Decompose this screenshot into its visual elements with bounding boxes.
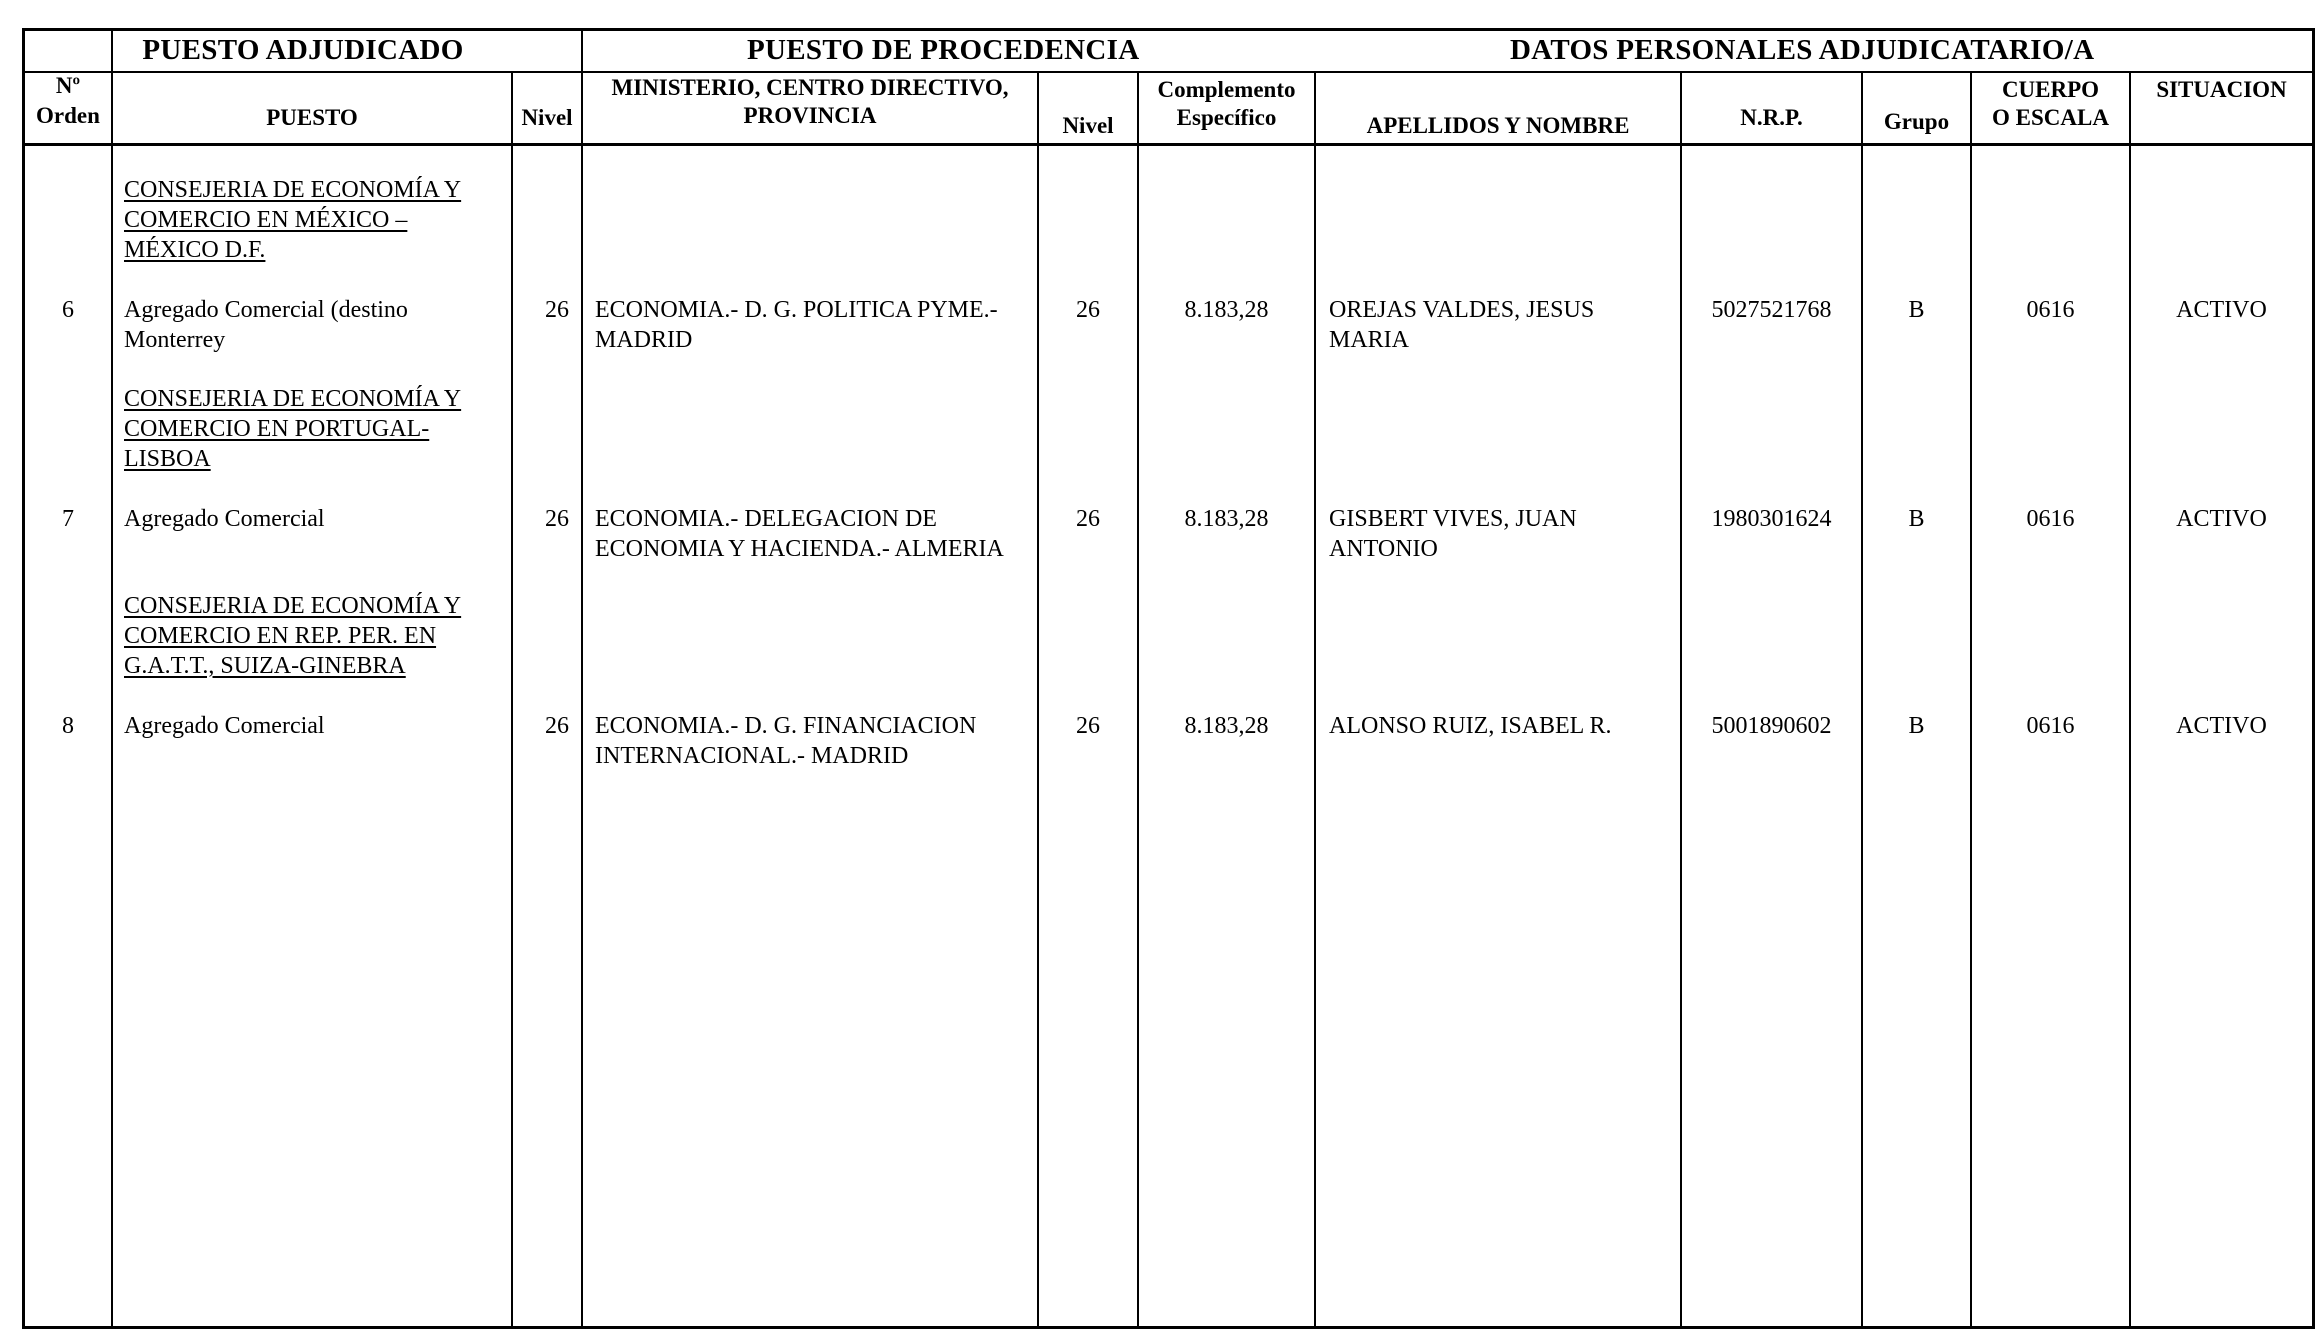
col-header-nrp: N.R.P. bbox=[1740, 105, 1803, 130]
col-header-complemento-line1: Complemento bbox=[1157, 77, 1296, 102]
section-heading-line: COMERCIO EN PORTUGAL- bbox=[124, 416, 430, 442]
row-cuerpo: 0616 bbox=[2026, 713, 2075, 739]
row-apellidos: ANTONIO bbox=[1329, 536, 1438, 562]
col-header-ministerio-line2: PROVINCIA bbox=[743, 103, 877, 128]
row-nrp: 5001890602 bbox=[1711, 713, 1832, 739]
col-header-ministerio-line1: MINISTERIO, CENTRO DIRECTIVO, bbox=[611, 75, 1009, 100]
row-cuerpo: 0616 bbox=[2026, 297, 2075, 323]
col-header-cuerpo-line2: O ESCALA bbox=[1992, 105, 2109, 130]
row-nivel-proc: 26 bbox=[1076, 297, 1100, 323]
group-header-datos-personales: DATOS PERSONALES ADJUDICATARIO/A bbox=[1510, 34, 2095, 66]
col-header-situacion: SITUACION bbox=[2156, 77, 2287, 102]
col-header-nivel: Nivel bbox=[521, 105, 573, 130]
row-grupo: B bbox=[1908, 713, 1925, 739]
row-nivel: 26 bbox=[545, 297, 569, 323]
col-header-grupo: Grupo bbox=[1883, 109, 1950, 134]
divider-nrp bbox=[1861, 73, 1863, 1326]
row-situacion: ACTIVO bbox=[2176, 713, 2267, 739]
row-ministerio: MADRID bbox=[595, 327, 693, 353]
col-header-cuerpo-line1: CUERPO bbox=[2001, 77, 2100, 102]
row-complemento: 8.183,28 bbox=[1184, 506, 1269, 532]
row-cuerpo: 0616 bbox=[2026, 506, 2075, 532]
row-nivel: 26 bbox=[545, 506, 569, 532]
group-header-puesto-procedencia: PUESTO DE PROCEDENCIA bbox=[747, 34, 1140, 66]
row-apellidos: OREJAS VALDES, JESUS bbox=[1329, 297, 1595, 323]
divider-nivel-proc bbox=[1137, 73, 1139, 1326]
row-ministerio: ECONOMIA.- D. G. FINANCIACION bbox=[595, 713, 977, 739]
row-grupo: B bbox=[1908, 506, 1925, 532]
section-heading-line: CONSEJERIA DE ECONOMÍA Y bbox=[124, 177, 462, 203]
section-heading-line: COMERCIO EN REP. PER. EN bbox=[124, 623, 437, 649]
row-apellidos: ALONSO RUIZ, ISABEL R. bbox=[1329, 713, 1612, 739]
col-header-orden-line2: Orden bbox=[36, 103, 100, 128]
divider-complemento bbox=[1314, 73, 1316, 1326]
row-puesto: Monterrey bbox=[124, 327, 226, 353]
divider-grupo bbox=[1970, 73, 1972, 1326]
col-header-orden-line1: Nº bbox=[55, 73, 81, 98]
row-puesto: Agregado Comercial bbox=[124, 506, 325, 532]
row-orden: 8 bbox=[62, 713, 74, 739]
divider-apellidos bbox=[1680, 73, 1682, 1326]
section-heading-line: MÉXICO D.F. bbox=[124, 237, 266, 263]
row-orden: 7 bbox=[62, 506, 74, 532]
row-nivel-proc: 26 bbox=[1076, 713, 1100, 739]
col-header-puesto: PUESTO bbox=[266, 105, 358, 130]
col-header-complemento-line2: Específico bbox=[1176, 105, 1277, 130]
row-nivel-proc: 26 bbox=[1076, 506, 1100, 532]
row-ministerio: ECONOMIA.- DELEGACION DE bbox=[595, 506, 937, 532]
row-grupo: B bbox=[1908, 297, 1925, 323]
header-group-separator bbox=[25, 71, 2312, 73]
row-nivel: 26 bbox=[545, 713, 569, 739]
row-puesto: Agregado Comercial bbox=[124, 713, 325, 739]
row-nrp: 5027521768 bbox=[1711, 297, 1832, 323]
divider-ministerio bbox=[1037, 73, 1039, 1326]
divider-group-1 bbox=[581, 31, 583, 1326]
section-heading-line: CONSEJERIA DE ECONOMÍA Y bbox=[124, 593, 462, 619]
row-ministerio: INTERNACIONAL.- MADRID bbox=[595, 743, 909, 769]
divider-orden bbox=[111, 31, 113, 1326]
section-heading-line: LISBOA bbox=[124, 446, 211, 472]
row-ministerio: ECONOMIA.- D. G. POLITICA PYME.- bbox=[595, 297, 998, 323]
row-ministerio: ECONOMIA Y HACIENDA.- ALMERIA bbox=[595, 536, 1004, 562]
section-heading-line: G.A.T.T., SUIZA-GINEBRA bbox=[124, 653, 406, 679]
section-heading-line: CONSEJERIA DE ECONOMÍA Y bbox=[124, 386, 462, 412]
row-complemento: 8.183,28 bbox=[1184, 297, 1269, 323]
adjudication-table bbox=[22, 28, 2315, 1329]
col-header-apellidos: APELLIDOS Y NOMBRE bbox=[1366, 113, 1630, 138]
row-puesto: Agregado Comercial (destino bbox=[124, 297, 408, 323]
group-header-puesto-adjudicado: PUESTO ADJUDICADO bbox=[142, 34, 464, 66]
col-header-nivel-proc: Nivel bbox=[1062, 113, 1114, 138]
row-complemento: 8.183,28 bbox=[1184, 713, 1269, 739]
section-heading-line: COMERCIO EN MÉXICO – bbox=[124, 207, 408, 233]
row-situacion: ACTIVO bbox=[2176, 297, 2267, 323]
divider-puesto bbox=[511, 73, 513, 1326]
header-bottom-separator bbox=[25, 143, 2312, 146]
divider-cuerpo bbox=[2129, 73, 2131, 1326]
row-situacion: ACTIVO bbox=[2176, 506, 2267, 532]
row-apellidos: GISBERT VIVES, JUAN bbox=[1329, 506, 1577, 532]
row-orden: 6 bbox=[62, 297, 74, 323]
row-nrp: 1980301624 bbox=[1711, 506, 1832, 532]
row-apellidos: MARIA bbox=[1329, 327, 1410, 353]
